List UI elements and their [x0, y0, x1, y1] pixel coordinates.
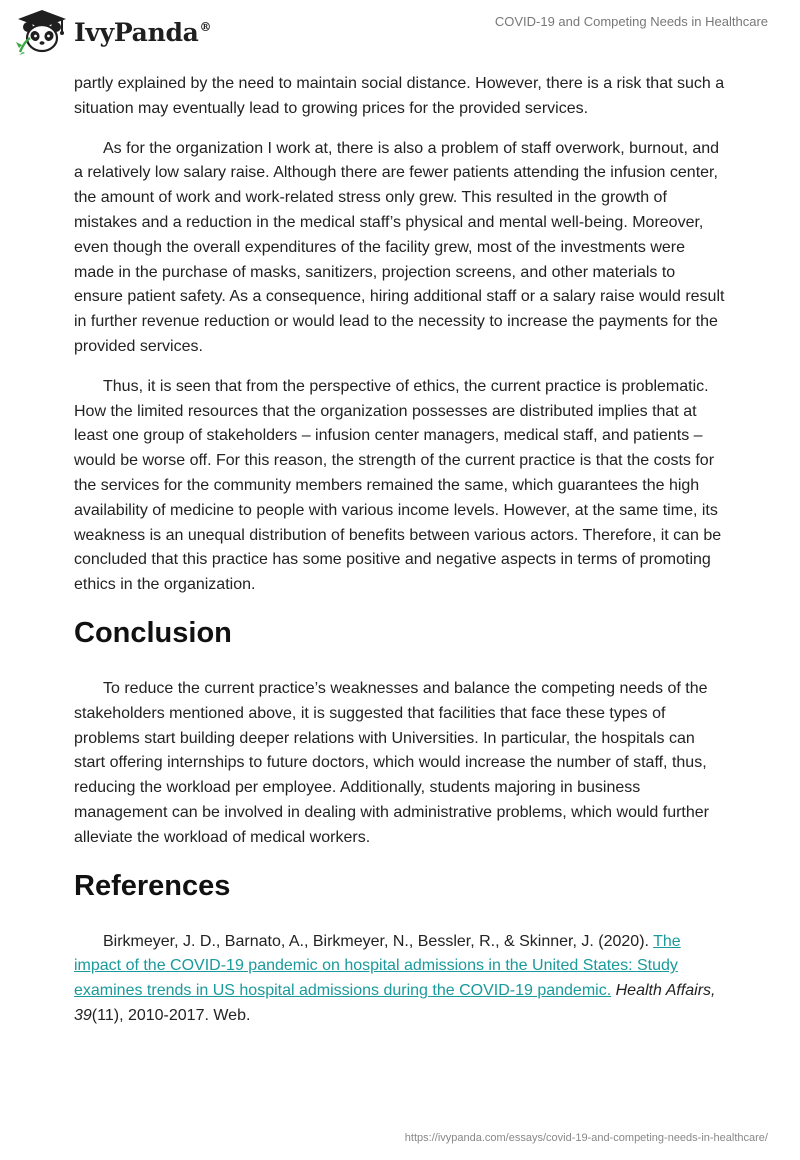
conclusion-heading: Conclusion: [74, 616, 232, 649]
reference-title-link[interactable]: The impact of the COVID-19 pandemic on hospital admissions in the United States: Study examines trends in US hospital admissions during the COVID-19 pandemic.: [74, 932, 681, 1000]
ivypanda-logo[interactable]: [14, 8, 211, 56]
reference-entry: [74, 930, 726, 1029]
page-header: [0, 0, 800, 70]
references-heading: References: [74, 869, 231, 902]
body-paragraph-3: Thus, it is seen that from the perspective of ethics, the current practice is problematic. How the limited resources that the organization possesses are distributed implies that at least one group of stakeholders – infusion center managers, medical staff, and patients – would be worse off. For this reason, the strength of the current practice is that the costs for the services for the community members remained the same, which guarantees the high availability of medicine to people with various income levels. However, at the same time, its weakness is an unequal distribution of benefits between various actors. Therefore, it can be concluded that this practice has some positive and negative aspects in terms of promoting ethics in the organization.: [74, 377, 722, 594]
essay-content: [74, 72, 726, 1044]
body-paragraph-1: partly explained by the need to maintain social distance. However, there is a risk that such a situation may eventually lead to growing prices for the provided services.: [74, 75, 725, 117]
source-url[interactable]: https://ivypanda.com/essays/covid-19-and-competing-needs-in-healthcare/: [404, 1132, 768, 1144]
document-title: COVID-19 and Competing Needs in Healthcare: [494, 14, 768, 29]
conclusion-paragraph: To reduce the current practice’s weaknesses and balance the competing needs of the stakeholders mentioned above, it is suggested that facilities that face these types of problems start building deeper relations with Universities. In particular, the hospitals can start offering internships to future doctors, which would increase the number of staff, thus, reducing the workload per employee. Additionally, students majoring in business management can be involved in dealing with administrative problems, which would further alleviate the workload of medical workers.: [74, 679, 709, 846]
reference-journal: Health Affairs, 39: [74, 982, 716, 1024]
body-paragraph-2: As for the organization I work at, there is also a problem of staff overwork, burnout, and a relatively low salary raise. Although there are fewer patients attending the infusion center, the amount of work and work-related stress only grew. This resulted in the growth of mistakes and a reduction in the medical staff’s physical and mental well-being. Moreover, even though the overall expenditures of the facility grew, most of the investments were made in the purchase of masks, sanitizers, projection screens, and other materials to ensure patient safety. As a consequence, hiring additional staff or a salary raise would result in further revenue reduction or would lead to the necessity to increase the payments for the provided services.: [74, 139, 725, 355]
panda-graduate-logo-icon: [14, 8, 70, 56]
reference-authors: Birkmeyer, J. D., Barnato, A., Birkmeyer, N., Bessler, R., & Skinner, J. (2020).: [103, 932, 654, 950]
brand-name: IvyPanda®: [74, 17, 212, 47]
reference-details: (11), 2010-2017. Web.: [91, 1006, 251, 1024]
registered-mark: ®: [199, 20, 212, 35]
